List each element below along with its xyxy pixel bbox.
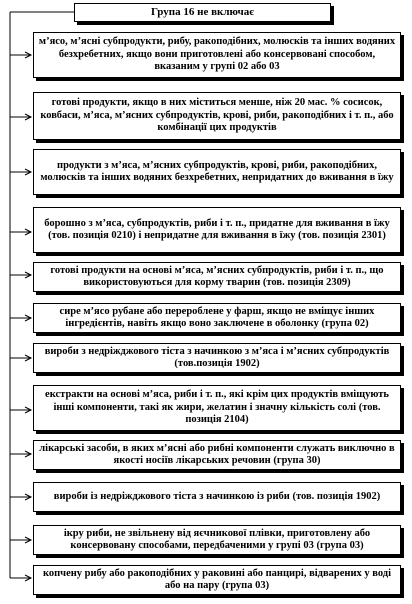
item-box-6 [33,303,401,333]
item-box-8 [33,385,401,431]
title-box [74,3,331,22]
item-text-6: сире м’ясо рубане або перероблене у фарш, якщо не вміщує інших інгредієнтів, навіть якщо воно заключене в оболонку (група 02) [59,305,375,329]
item-box-3 [33,149,401,195]
item-box-10 [33,482,401,512]
item-text-1: м’ясо, м’ясні субпродукти, рибу, ракоподібних, молюсків та інших водяних безхребетних, якщо вони приготовлені або консервовані способом, вказаним у групі 02 або 03 [38,36,396,73]
item-box-12 [33,565,401,595]
item-text-5: готові продукти на основі м’яса, м’ясних субпродуктів, риби і т. п., що використовуються для корму тварин (тов. позиція 2309) [50,264,384,288]
item-text-3: продукти з м’яса, м’ясних субпродуктів, крові, риби, ракоподібних, молюсків та інших водяних безхребетних, непридатних до вживання в їжу [40,159,394,183]
item-text-2: готові продукти, якщо в них міститься менше, ніж 20 мас. % сосисок, ковбаси, м’яса, м’ясних субпродуктів, крові, риби, ракоподібних і т. п., або комбінації цих продуктів [40,97,394,134]
branch-arrows [10,52,31,581]
item-text-9: лікарські засоби, в яких м’ясні або рибні компоненти служать виключно в якості носіїв лікарських речовин (група 30) [39,442,395,466]
title-text: Група 16 не включає [151,6,254,19]
item-text-8: екстракти на основі м’яса, риби і т. п., які крім цих продуктів вміщують інші компоненти, такі як жири, желатин і значну кількість солі (тов. позиція 2104) [45,389,389,426]
item-box-9 [33,440,401,470]
item-text-11: ікру риби, не звільнену від яєчникової плівки, приготовлену або консервовану способами, передбаченими у групі 03 (група 03) [63,527,371,551]
item-box-11 [33,525,401,555]
item-box-7 [33,343,401,373]
item-text-7: вироби з недріжджового тіста з начинкою з м’яса і м’ясних субпродуктів (тов.позиція 1902) [44,345,390,369]
item-text-12: копчену рибу або ракоподібних у раковині або панцирі, відварених у воді або на пару (група 03) [42,567,392,591]
item-box-1 [33,32,401,78]
item-box-4 [33,207,401,253]
item-box-5 [33,262,401,292]
item-text-10: вироби із недріжджового тіста з начинкою із риби (тов. позиція 1902) [53,490,381,502]
item-box-2 [33,92,401,140]
item-text-4: борошно з м’яса, субпродуктів, риби і т. п., придатне для вживання в їжу (тов. позиція 0210) і непридатне для вживання в їжу (тов. позиція 2301) [44,217,390,241]
